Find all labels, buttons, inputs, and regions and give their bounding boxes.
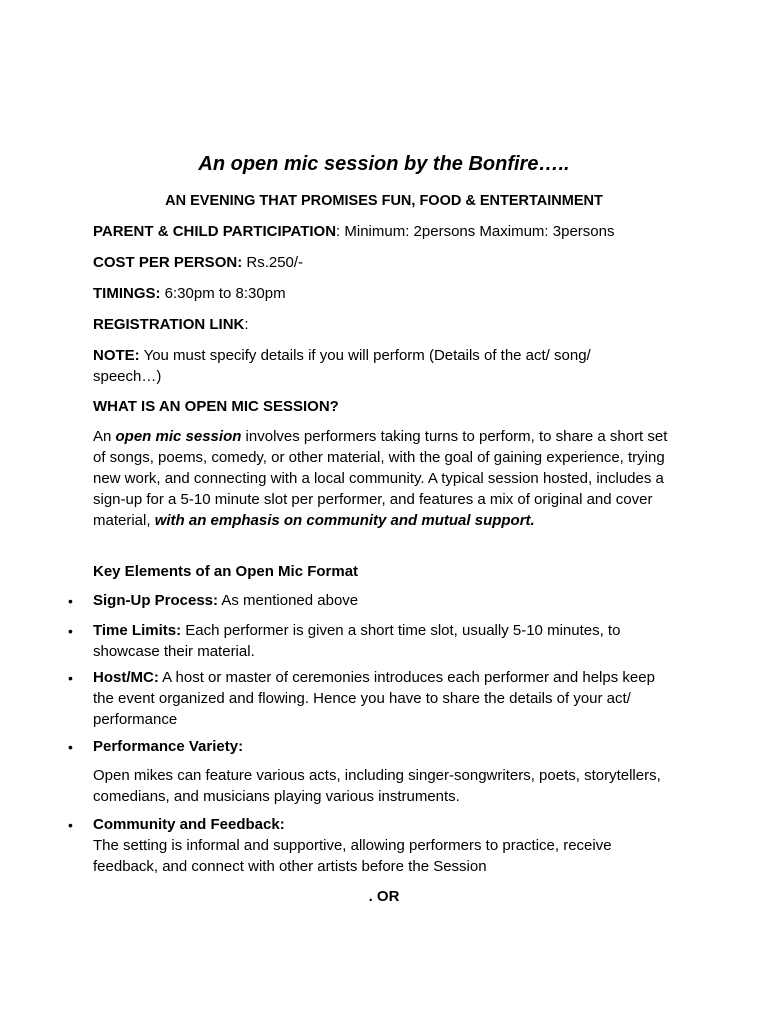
registration-value: : xyxy=(244,316,249,333)
cost-label: COST PER PERSON: xyxy=(93,254,243,271)
note-label: NOTE: xyxy=(93,347,140,364)
community-feedback-text: The setting is informal and supportive, allowing performers to practice, receive feedback, and connect with other artists before the Session xyxy=(93,837,612,875)
what-is-term: open mic session xyxy=(115,428,242,445)
signup-text: As mentioned above xyxy=(218,592,359,609)
bullet-icon: • xyxy=(68,739,73,755)
host-mc-text: A host or master of ceremonies introduces each performer and helps keep the event organized and flowing. Hence you have to share the details of your act/ performance xyxy=(93,669,655,728)
what-is-body: involves performers taking turns to perform, to share a short set of songs, poems, comedy, or other material, with the goal of gaining experience, trying new work, and connecting with a local community. A typical session hosted, includes a sign-up for a 5-10 minute slot per performer, and features a mix of original and cover material, xyxy=(93,428,668,529)
what-is-emphasis: with an emphasis on community and mutual support. xyxy=(154,512,535,529)
performance-variety-text: Open mikes can feature various acts, including singer-songwriters, poets, storytellers, comedians, and musicians playing various instruments. xyxy=(93,767,661,805)
time-limits-label: Time Limits: xyxy=(93,622,182,639)
community-feedback-label: Community and Feedback: xyxy=(93,816,285,833)
document-subtitle: AN EVENING THAT PROMISES FUN, FOOD & ENTERTAINMENT xyxy=(165,193,603,209)
document-title: An open mic session by the Bonfire….. xyxy=(198,153,570,175)
key-elements-heading: Key Elements of an Open Mic Format xyxy=(93,563,359,580)
what-is-heading: WHAT IS AN OPEN MIC SESSION? xyxy=(93,398,339,415)
host-mc-item xyxy=(93,667,658,730)
bullet-icon: • xyxy=(68,670,73,686)
what-is-intro-pre: An xyxy=(93,428,116,445)
bullet-icon: • xyxy=(68,593,73,609)
participation-line xyxy=(93,221,683,242)
what-is-paragraph xyxy=(93,426,678,531)
signup-item xyxy=(93,590,683,611)
cost-line xyxy=(93,252,683,273)
cost-value: Rs.250/- xyxy=(242,254,304,271)
note-value: You must specify details if you will perform (Details of the act/ song/ speech…) xyxy=(93,347,591,385)
bullet-icon: • xyxy=(68,623,73,639)
bullet-icon: • xyxy=(68,817,73,833)
participation-value: : Minimum: 2persons Maximum: 3persons xyxy=(336,223,615,240)
or-separator: . OR xyxy=(368,888,400,905)
time-limits-text: Each performer is given a short time slot, usually 5-10 minutes, to showcase their material. xyxy=(93,622,621,660)
registration-line xyxy=(93,314,683,335)
note-paragraph xyxy=(93,345,663,387)
participation-label: PARENT & CHILD PARTICIPATION xyxy=(93,223,337,240)
registration-label: REGISTRATION LINK xyxy=(93,316,245,333)
timings-value: 6:30pm to 8:30pm xyxy=(160,285,286,302)
performance-variety-label: Performance Variety: xyxy=(93,738,244,755)
timings-label: TIMINGS: xyxy=(93,285,161,302)
time-limits-item xyxy=(93,620,668,662)
timings-line xyxy=(93,283,683,304)
signup-label: Sign-Up Process: xyxy=(93,592,219,609)
host-mc-label: Host/MC: xyxy=(93,669,159,686)
